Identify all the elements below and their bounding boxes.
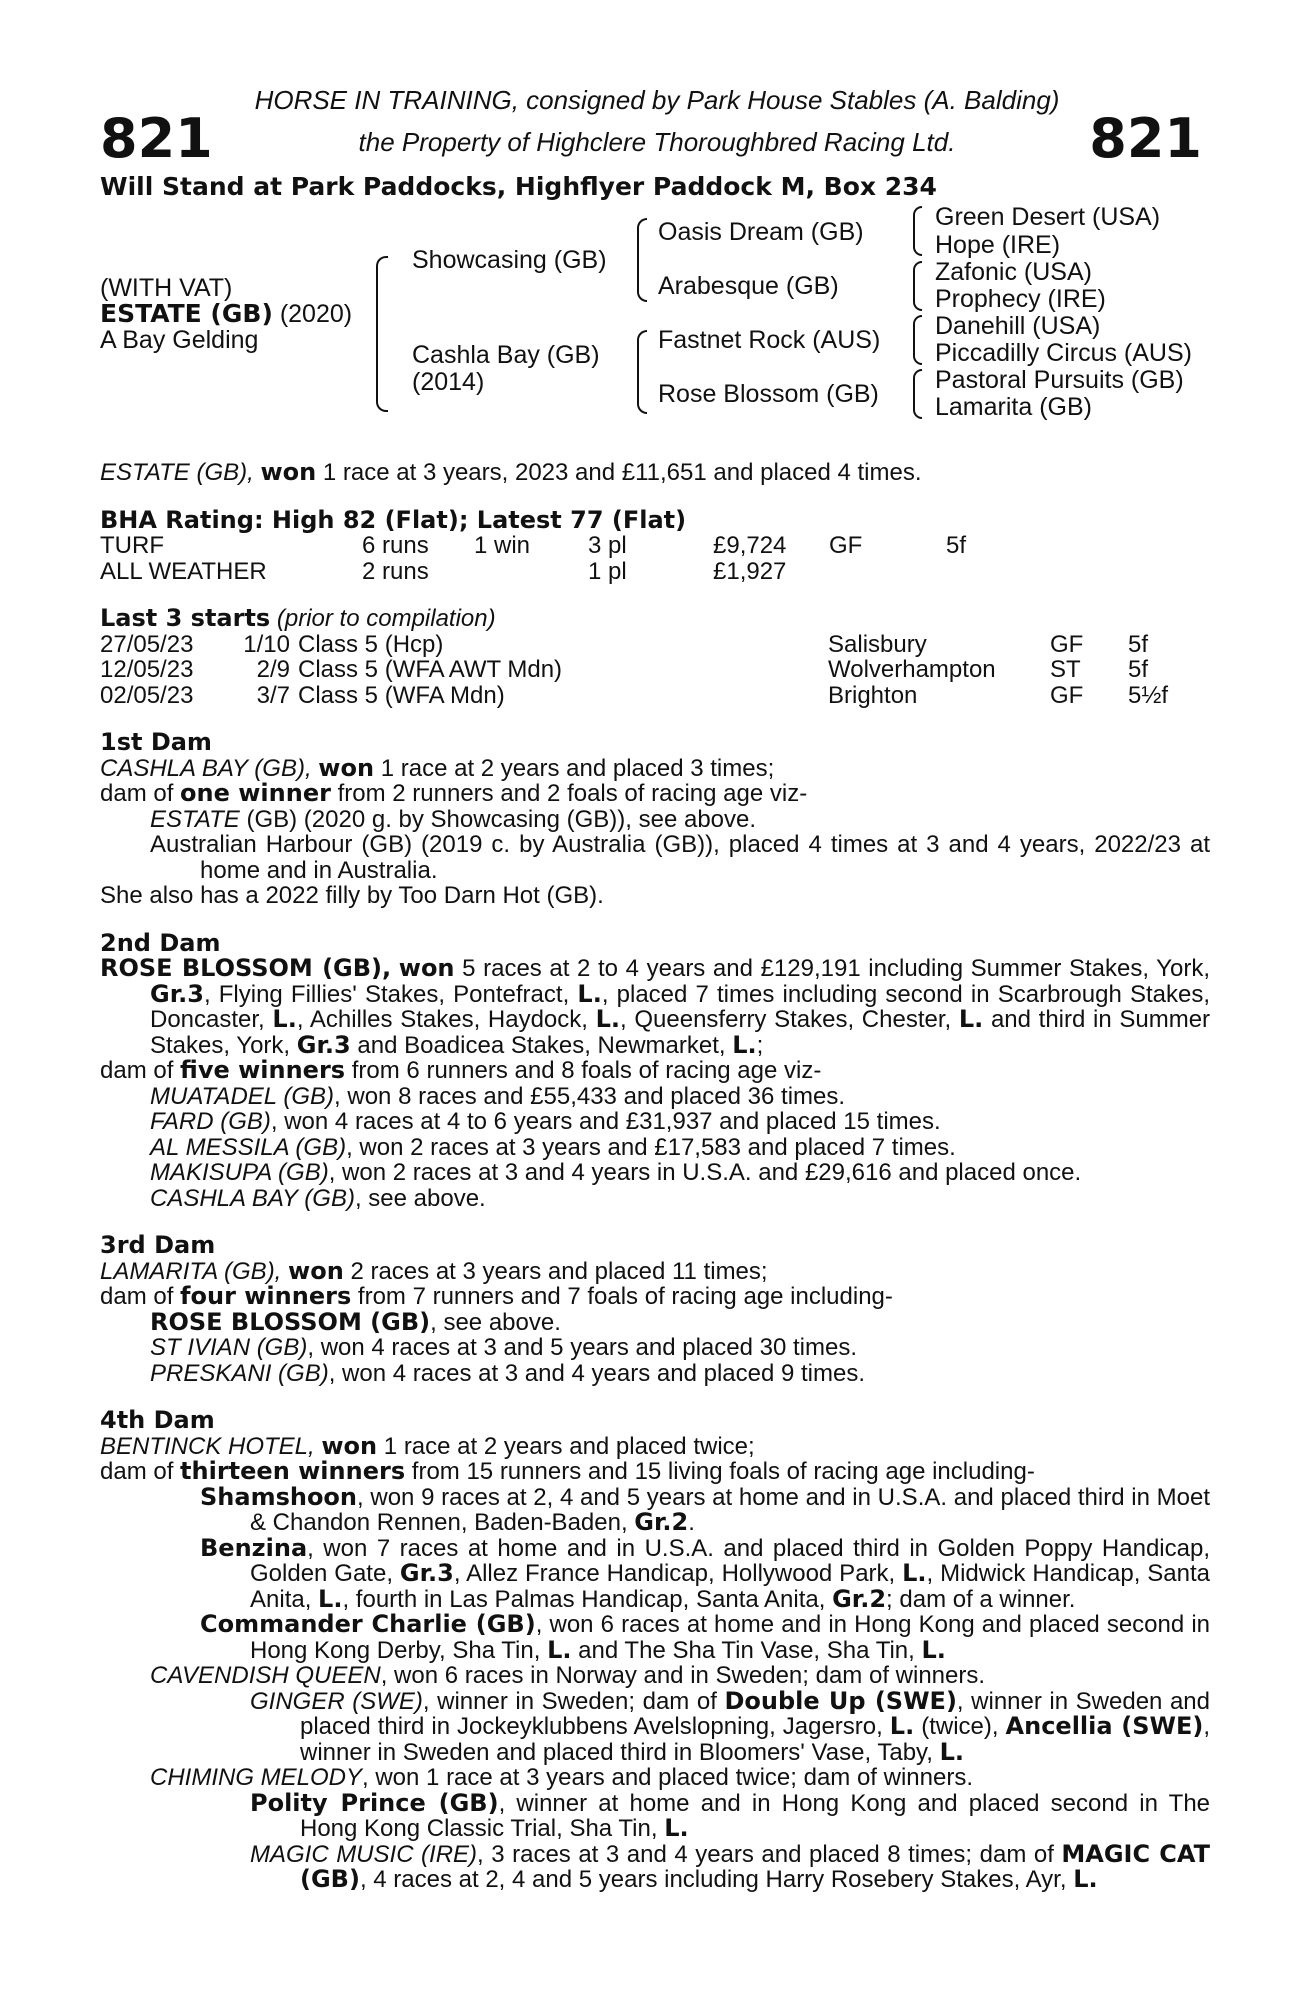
catalogue-body: [100, 460, 1210, 1893]
third-dam-section: [100, 1233, 1210, 1386]
produce-entry: GINGER (SWE), winner in Sweden; dam of Double Up (SWE), winner in Sweden and placed third in Jockeyklubbens Avelslopning, Jagersro, L. (twice), Ancellia (SWE), winner in Sweden and placed third in Bloomers' Vase, Taby, L.: [250, 1686, 1211, 1766]
produce-entry: Benzina, won 7 races at home and in U.S.A. and placed third in Golden Poppy Handicap, Golden Gate, Gr.3, Allez France Handicap, Hollywood Park, L., Midwick Handicap, Santa Anita, L., fourth in Las Palmas Handicap, Santa Anita, Gr.2; dam of a winner.: [200, 1533, 1211, 1613]
produce-entry: ESTATE (GB) (2020 g. by Showcasing (GB)), see above.: [150, 805, 757, 833]
sire-sire: Oasis Dream (GB): [658, 218, 864, 246]
g3-8: Lamarita (GB): [935, 393, 1092, 421]
produce-entry: Commander Charlie (GB), won 6 races at home and in Hong Kong and placed second in Hong Kong Derby, Sha Tin, L. and The Sha Tin Vase, Sha Tin, L.: [200, 1610, 1211, 1664]
brace-g3-1: [913, 206, 922, 256]
last-starts-title: Last 3 starts (prior to compilation): [100, 604, 496, 632]
brace-g3-4: [913, 369, 922, 419]
rating-title: BHA Rating: High 82 (Flat); Latest 77 (Flat): [100, 505, 687, 534]
produce-entry: CAVENDISH QUEEN, won 6 races in Norway and in Sweden; dam of winners.: [150, 1662, 986, 1689]
g3-1: Green Desert (USA): [935, 203, 1161, 231]
second-dam-section: [100, 928, 1211, 1212]
last-starts-section: [100, 606, 1210, 708]
g3-5: Danehill (USA): [935, 312, 1101, 340]
property-line: the Property of Highclere Thoroughbred Racing Ltd.: [358, 127, 956, 157]
stand-location: Will Stand at Park Paddocks, Highflyer Paddock M, Box 234: [100, 172, 937, 201]
fourth-dam-title: 4th Dam: [100, 1406, 215, 1434]
horse-year: (2020): [279, 300, 353, 328]
sire-dam: Arabesque (GB): [658, 272, 839, 300]
produce-entry: FARD (GB), won 4 races at 4 to 6 years and £31,937 and placed 15 times.: [150, 1108, 941, 1135]
produce-entry: CASHLA BAY (GB), see above.: [150, 1184, 486, 1212]
third-dam-line: LAMARITA (GB), won 2 races at 3 years and placed 11 times;: [100, 1256, 768, 1285]
fourth-dam-section: [100, 1408, 1210, 1893]
first-dam-produce: dam of one winner from 2 runners and 2 foals of racing age viz-: [100, 779, 808, 807]
g3-7: Pastoral Pursuits (GB): [935, 366, 1184, 394]
sire: Showcasing (GB): [412, 246, 607, 274]
g3-2: Hope (IRE): [935, 231, 1061, 259]
rating-row: ALL WEATHER 2 runs 1 pl £1,927: [100, 557, 787, 585]
dam-sire: Fastnet Rock (AUS): [658, 326, 881, 354]
dam: Cashla Bay (GB): [412, 341, 600, 369]
brace-g3-2: [913, 261, 922, 311]
first-dam-section: [100, 730, 1210, 909]
consignor-line: HORSE IN TRAINING, consigned by Park House Stables (A. Balding): [254, 85, 1060, 115]
produce-entry: Polity Prince (GB), winner at home and in Hong Kong and placed second in The Hong Kong Classic Trial, Sha Tin, L.: [250, 1788, 1211, 1842]
produce-entry: AL MESSILA (GB), won 2 races at 3 years and £17,583 and placed 7 times.: [150, 1133, 956, 1161]
second-dam-title: 2nd Dam: [100, 928, 221, 957]
horse-description: A Bay Gelding: [100, 326, 259, 354]
rating-section: [100, 505, 1210, 585]
fourth-dam-produce: dam of thirteen winners from 15 runners and 15 living foals of racing age including-: [100, 1457, 1035, 1485]
g3-6: Piccadilly Circus (AUS): [935, 339, 1192, 367]
first-dam-title: 1st Dam: [100, 728, 212, 756]
start-row: 02/05/23 3/7 Class 5 (WFA Mdn) Brighton GF 5½f: [100, 681, 1169, 709]
vat-note: (WITH VAT): [100, 274, 233, 302]
fourth-dam-line: BENTINCK HOTEL, won 1 race at 2 years and placed twice;: [100, 1431, 755, 1460]
brace-dam: [637, 330, 647, 414]
produce-entry: CHIMING MELODY, won 1 race at 3 years and placed twice; dam of winners.: [150, 1764, 973, 1791]
produce-entry: ST IVIAN (GB), won 4 races at 3 and 5 years and placed 30 times.: [150, 1334, 858, 1361]
second-dam-produce: dam of five winners from 6 runners and 8 foals of racing age viz-: [100, 1056, 822, 1084]
produce-entry: Shamshoon, won 9 races at 2, 4 and 5 years at home and in U.S.A. and placed third in Moet & Chandon Rennen, Baden-Baden, Gr.2.: [200, 1482, 1210, 1536]
produce-entry: PRESKANI (GB), won 4 races at 3 and 4 years and placed 9 times.: [150, 1359, 866, 1387]
first-dam-line: CASHLA BAY (GB), won 1 race at 2 years and placed 3 times;: [100, 753, 775, 782]
rating-row: TURF 6 runs 1 win 3 pl £9,724 GF 5f: [100, 532, 967, 559]
start-row: 12/05/23 2/9 Class 5 (WFA AWT Mdn) Wolverhampton ST 5f: [100, 656, 1149, 683]
lot-number-left: 821: [100, 107, 213, 170]
race-summary: ESTATE (GB), won 1 race at 3 years, 2023 and £11,651 and placed 4 times.: [100, 458, 922, 486]
produce-entry: MAGIC MUSIC (IRE), 3 races at 3 and 4 years and placed 8 times; dam of MAGIC CAT (GB), 4 races at 2, 4 and 5 years including Harry Rosebery Stakes, Ayr, L.: [250, 1839, 1210, 1893]
produce-note: She also has a 2022 filly by Too Darn Hot (GB).: [100, 882, 604, 909]
third-dam-produce: dam of four winners from 7 runners and 7 foals of racing age including-: [100, 1282, 893, 1310]
produce-entry: ROSE BLOSSOM (GB), see above.: [150, 1307, 561, 1336]
g3-3: Zafonic (USA): [935, 258, 1092, 286]
brace-gen1: [376, 256, 388, 412]
brace-sire: [637, 218, 647, 302]
second-dam-line: ROSE BLOSSOM (GB), won 5 races at 2 to 4 years and £129,191 including Summer Stakes, York, Gr.3, Flying Fillies' Stakes, Pontefract, L., placed 7 times including second in Scarbrough Stakes, Doncaster, L., Achilles Stakes, Haydock, L., Queensferry Stakes, Chester, L. and third in Summer Stakes, York, Gr.3 and Boadicea Stakes, Newmarket, L.;: [100, 954, 1211, 1059]
third-dam-title: 3rd Dam: [100, 1231, 216, 1259]
g3-4: Prophecy (IRE): [935, 285, 1106, 313]
dam-dam: Rose Blossom (GB): [658, 380, 879, 408]
produce-entry: MAKISUPA (GB), won 2 races at 3 and 4 years in U.S.A. and £29,616 and placed once.: [150, 1159, 1082, 1186]
start-row: 27/05/23 1/10 Class 5 (Hcp) Salisbury GF 5f: [100, 630, 1149, 658]
lot-number-right: 821: [1089, 107, 1202, 170]
horse-name-line: [100, 300, 352, 328]
brace-g3-3: [913, 315, 922, 365]
produce-entry: MUATADEL (GB), won 8 races and £55,433 and placed 36 times.: [150, 1082, 846, 1110]
dam-year: (2014): [412, 368, 485, 396]
produce-entry: Australian Harbour (GB) (2019 c. by Australia (GB)), placed 4 times at 3 and 4 years, 2022/23 at home and in Australia.: [150, 831, 1210, 884]
horse-name: ESTATE (GB): [100, 299, 273, 328]
